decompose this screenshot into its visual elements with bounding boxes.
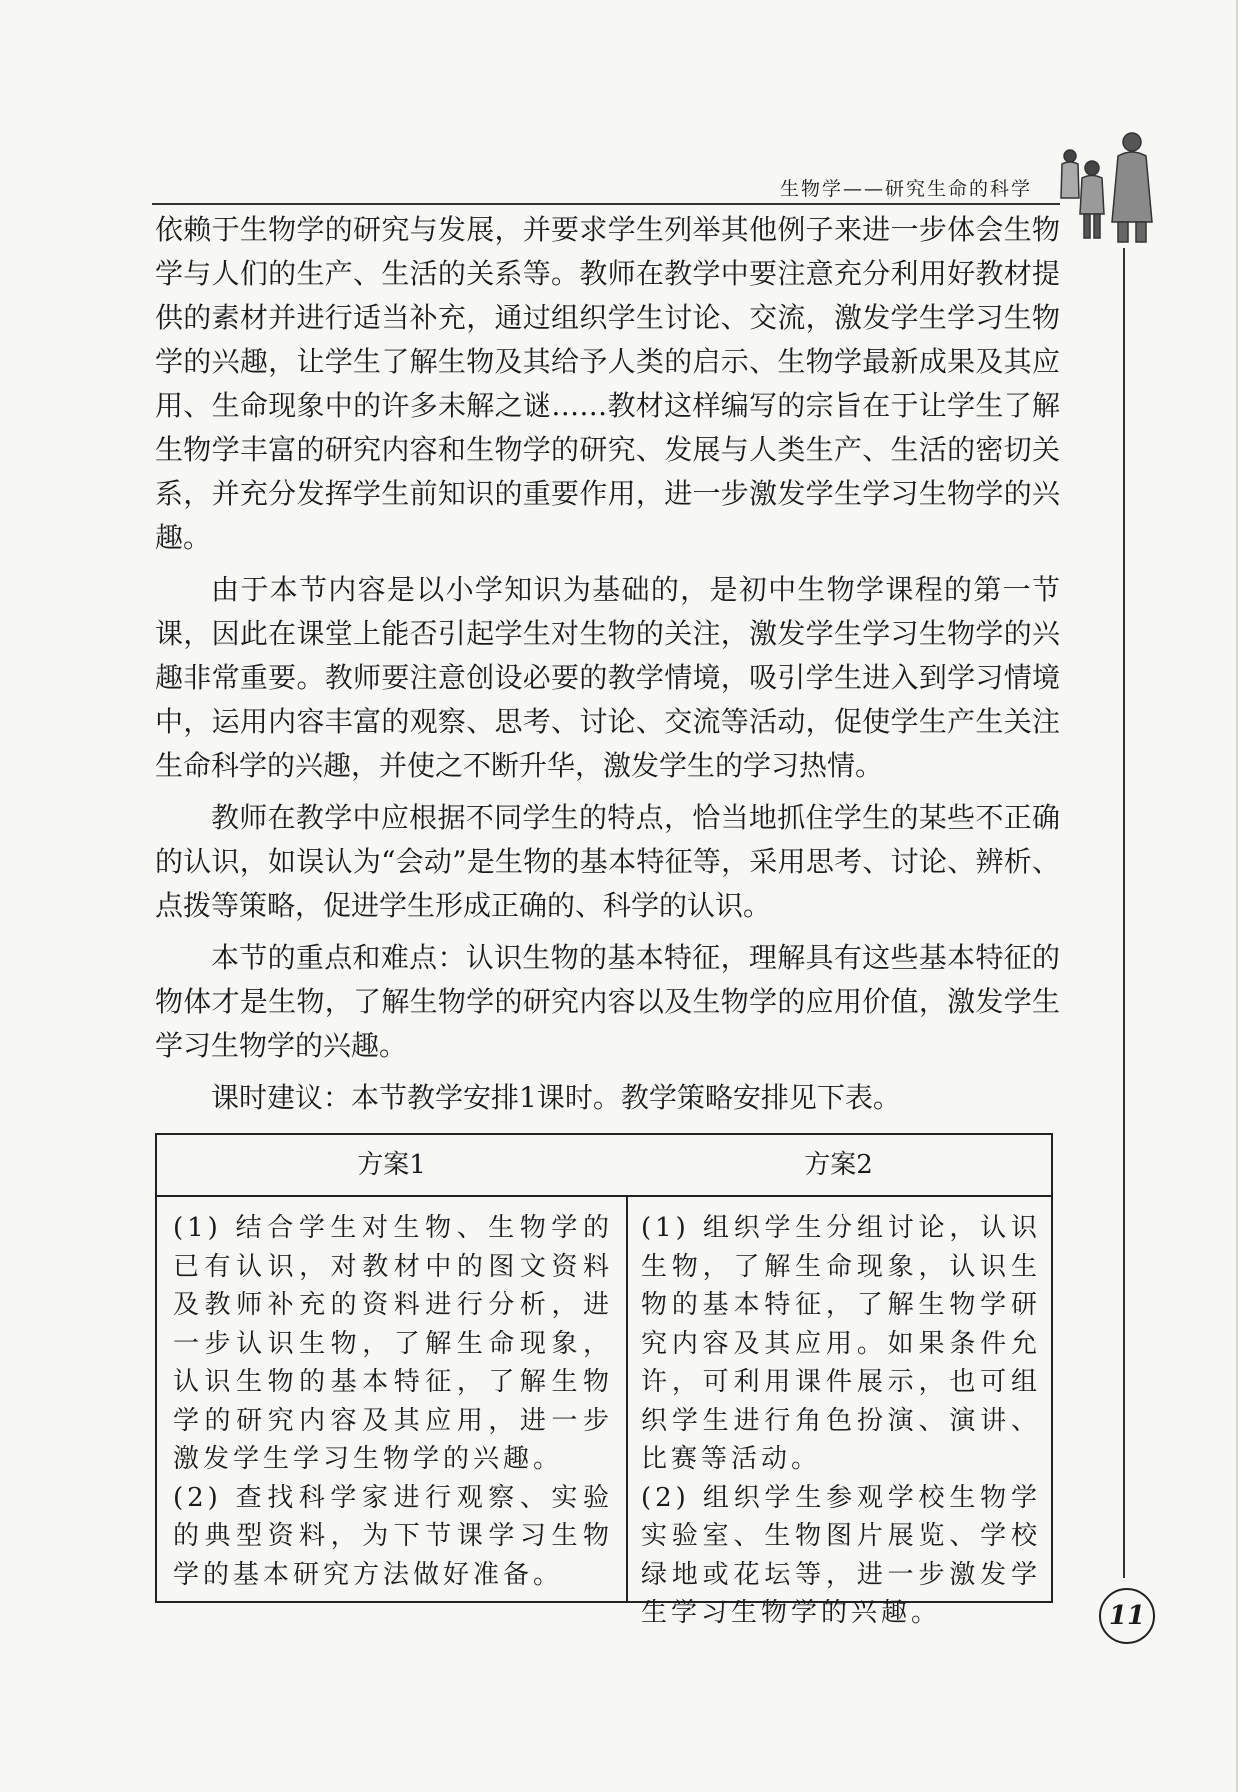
- table-header-plan-1: 方案1: [357, 1150, 426, 1180]
- table-column-rule: [626, 1195, 628, 1601]
- plan-2-item-2: (2) 组织学生参观学校生物学实验室、生物图片展览、学校绿地或花坛等，进一步激发学生学习生物学的兴趣。: [641, 1482, 1041, 1628]
- plan-1-item-1: (1) 结合学生对生物、生物学的已有认识，对教材中的图文资料及教师补充的资料进行分析，进一步认识生物，了解生命现象，认识生物的基本特征，了解生物学的研究内容及其应用，进一步激发学生学习生物学的兴趣。: [173, 1213, 613, 1474]
- paragraph-2: 由于本节内容是以小学知识为基础的，是初中生物学课程的第一节课，因此在课堂上能否引起学生对生物的关注，激发学生学习生物学的兴趣非常重要。教师要注意创设必要的教学情境，吸引学生进入到学习情境中，运用内容丰富的观察、思考、讨论、交流等活动，促使学生产生关注生命科学的兴趣，并使之不断升华，激发学生的学习热情。: [155, 573, 1060, 782]
- margin-rule: [1123, 248, 1125, 1578]
- paragraph-4: 本节的重点和难点：认识生物的基本特征，理解具有这些基本特征的物体才是生物，了解生物学的研究内容以及生物学的应用价值，激发学生学习生物学的兴趣。: [155, 941, 1060, 1062]
- table-header-rule: [157, 1195, 1051, 1197]
- body-text: [155, 208, 1060, 1120]
- paragraph-5: 课时建议：本节教学安排1课时。教学策略安排见下表。: [211, 1081, 901, 1114]
- paragraph-1: 依赖于生物学的研究与发展，并要求学生列举其他例子来进一步体会生物学与人们的生产、生活的关系等。教师在教学中要注意充分利用好教材提供的素材并进行适当补充，通过组织学生讨论、交流，激发学生学习生物学的兴趣，让学生了解生物及其给予人类的启示、生物学最新成果及其应用、生命现象中的许多未解之谜……教材这样编写的宗旨在于让学生了解生物学丰富的研究内容和生物学的研究、发展与人类生产、生活的密切关系，并充分发挥学生前知识的重要作用，进一步激发学生学习生物学的兴趣。: [155, 213, 1060, 554]
- plan-2-item-1: (1) 组织学生分组讨论，认识生物，了解生命现象，认识生物的基本特征，了解生物学研究内容及其应用。如果条件允许，可利用课件展示，也可组织学生进行角色扮演、演讲、比赛等活动。: [641, 1213, 1041, 1474]
- paragraph-3: 教师在教学中应根据不同学生的特点，恰当地抓住学生的某些不正确的认识，如误认为“会动”是生物的基本特征等，采用思考、讨论、辨析、点拨等策略，促进学生形成正确的、科学的认识。: [155, 801, 1060, 922]
- running-header: 生物学——研究生命的科学: [780, 178, 1033, 200]
- plan-1-cell: [173, 1209, 613, 1594]
- table-header-plan-2: 方案2: [804, 1150, 873, 1180]
- page-number: 11: [1099, 1588, 1155, 1644]
- plan-2-cell: [641, 1209, 1041, 1633]
- teacher-students-illustration: [1052, 126, 1172, 246]
- teaching-plan-table: [155, 1133, 1053, 1628]
- header-rule: [152, 203, 1060, 205]
- plan-1-item-2: (2) 查找科学家进行观察、实验的典型资料，为下节课学习生物学的基本研究方法做好准备。: [173, 1482, 613, 1590]
